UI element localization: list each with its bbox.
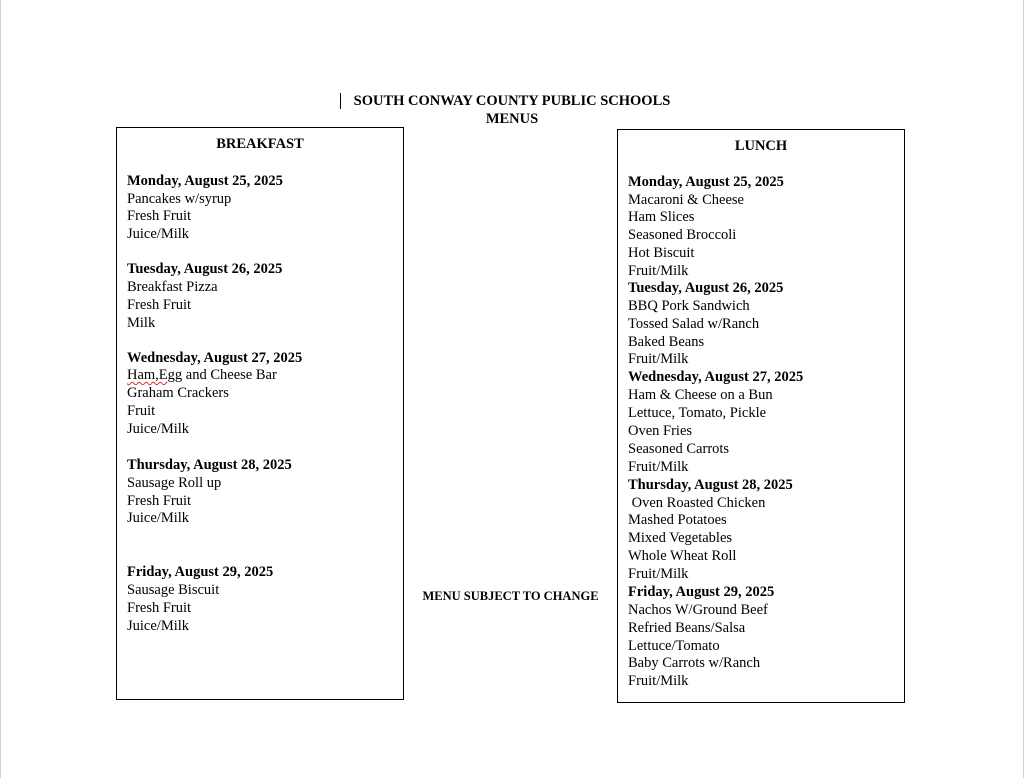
lunch-item: Fruit/Milk: [628, 351, 689, 367]
lunch-header: LUNCH: [734, 138, 788, 154]
breakfast-day-wednesday: Wednesday, August 27, 2025: [127, 350, 303, 366]
breakfast-item: Fresh Fruit: [127, 600, 192, 616]
lunch-item: Seasoned Broccoli: [628, 227, 737, 243]
lunch-item: Whole Wheat Roll: [628, 548, 737, 564]
lunch-item: BBQ Pork Sandwich: [628, 298, 750, 314]
text-cursor: [340, 93, 341, 109]
breakfast-item: Juice/Milk: [127, 226, 190, 242]
breakfast-item: Breakfast Pizza: [127, 279, 218, 295]
lunch-item: Oven Roasted Chicken: [628, 495, 766, 511]
lunch-day-monday: Monday, August 25, 2025: [628, 174, 784, 190]
lunch-item: Nachos W/Ground Beef: [628, 602, 768, 618]
lunch-item: Ham & Cheese on a Bun: [628, 387, 773, 403]
lunch-item: Oven Fries: [628, 423, 693, 439]
breakfast-day-tuesday: Tuesday, August 26, 2025: [127, 261, 283, 277]
lunch-item: Fruit/Milk: [628, 673, 689, 689]
breakfast-item: Juice/Milk: [127, 510, 190, 526]
breakfast-item: Fruit: [127, 403, 156, 419]
lunch-item: Fruit/Milk: [628, 263, 689, 279]
lunch-item: Tossed Salad w/Ranch: [628, 316, 760, 332]
breakfast-menu-box: [116, 127, 404, 700]
breakfast-day-monday: Monday, August 25, 2025: [127, 173, 283, 189]
breakfast-item: Graham Crackers: [127, 385, 229, 401]
lunch-day-friday: Friday, August 29, 2025: [628, 584, 775, 600]
menu-disclaimer: MENU SUBJECT TO CHANGE: [422, 589, 599, 603]
breakfast-item: Fresh Fruit: [127, 208, 192, 224]
lunch-item: Lettuce, Tomato, Pickle: [628, 405, 767, 421]
breakfast-item: Fresh Fruit: [127, 297, 192, 313]
lunch-day-thursday: Thursday, August 28, 2025: [628, 477, 793, 493]
lunch-item: Refried Beans/Salsa: [628, 620, 746, 636]
lunch-item: Baby Carrots w/Ranch: [628, 655, 761, 671]
document-subtitle: MENUS: [485, 111, 539, 127]
document-title: SOUTH CONWAY COUNTY PUBLIC SCHOOLS: [353, 93, 671, 109]
breakfast-item: Milk: [127, 315, 156, 331]
breakfast-item: Juice/Milk: [127, 421, 190, 437]
lunch-item: Macaroni & Cheese: [628, 192, 744, 208]
lunch-day-wednesday: Wednesday, August 27, 2025: [628, 369, 804, 385]
lunch-day-tuesday: Tuesday, August 26, 2025: [628, 280, 784, 296]
lunch-item: Baked Beans: [628, 334, 705, 350]
lunch-item: Mixed Vegetables: [628, 530, 733, 546]
breakfast-item: Sausage Roll up: [127, 475, 222, 491]
breakfast-item: Juice/Milk: [127, 618, 190, 634]
breakfast-day-thursday: Thursday, August 28, 2025: [127, 457, 292, 473]
lunch-item: Ham Slices: [628, 209, 695, 225]
breakfast-item: Sausage Biscuit: [127, 582, 220, 598]
breakfast-item-rest: and Cheese Bar: [182, 367, 277, 383]
lunch-item: Mashed Potatoes: [628, 512, 727, 528]
breakfast-item: Pancakes w/syrup: [127, 191, 232, 207]
lunch-item: Hot Biscuit: [628, 245, 695, 261]
lunch-item: Fruit/Milk: [628, 566, 689, 582]
breakfast-header: BREAKFAST: [216, 136, 304, 152]
lunch-item: Seasoned Carrots: [628, 441, 730, 457]
lunch-menu-box: [617, 129, 905, 703]
lunch-item: Lettuce/Tomato: [628, 638, 720, 654]
breakfast-item: [127, 366, 277, 384]
breakfast-day-friday: Friday, August 29, 2025: [127, 564, 274, 580]
breakfast-item: Fresh Fruit: [127, 493, 192, 509]
spellcheck-flagged-word: Ham,Egg: [127, 367, 183, 383]
lunch-item: Fruit/Milk: [628, 459, 689, 475]
